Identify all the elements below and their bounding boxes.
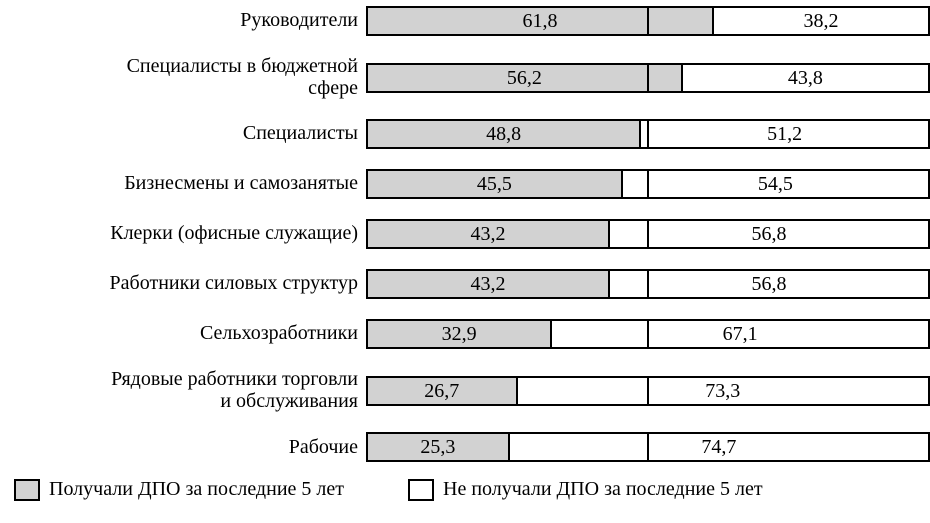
row-spacer [0, 249, 930, 269]
bar-segment-not-received [552, 321, 928, 347]
bar-value-label: 67,1 [722, 323, 758, 346]
row-spacer [0, 99, 930, 119]
legend-label: Не получали ДПО за последние 5 лет [443, 478, 763, 500]
row-spacer [0, 299, 930, 319]
category-label-line: Руководители [240, 9, 358, 32]
chart-row [0, 219, 930, 249]
bar-track [366, 432, 930, 462]
chart-row [0, 432, 930, 462]
bar-track [366, 169, 930, 199]
bar-segment-not-received [518, 378, 928, 404]
category-label-line: Бизнесмены и самозанятые [124, 172, 358, 195]
category-label [0, 437, 366, 459]
chart-row [0, 56, 930, 99]
bar-value-label: 38,2 [803, 10, 839, 32]
row-spacer [0, 349, 930, 369]
bar-segment-received [368, 271, 610, 297]
bar-segment-received [368, 65, 683, 91]
category-label [0, 123, 366, 145]
category-label-line: Работники силовых структур [109, 272, 358, 295]
legend-label: Получали ДПО за последние 5 лет [49, 478, 344, 500]
category-label-line: Рабочие [288, 435, 358, 458]
category-label [0, 273, 366, 295]
bar-value-label: 43,2 [470, 273, 506, 296]
chart-row [0, 169, 930, 199]
bar-segment-not-received [610, 271, 928, 297]
plot-area [0, 6, 930, 461]
bar-segment-not-received [641, 121, 928, 147]
bar-segment-received [368, 321, 552, 347]
chart-row [0, 269, 930, 299]
bar-track [366, 63, 930, 93]
chart-row [0, 319, 930, 349]
chart-legend [14, 478, 916, 501]
bar-value-label: 56,8 [751, 223, 787, 246]
bar-segment-not-received [610, 221, 928, 247]
bar-value-label: 32,9 [441, 323, 477, 346]
bar-value-label: 25,3 [420, 436, 456, 459]
bar-value-label: 56,8 [751, 273, 787, 296]
category-label [0, 10, 366, 32]
category-label [0, 223, 366, 245]
bar-value-label: 73,3 [705, 379, 741, 402]
row-spacer [0, 36, 930, 56]
bar-segment-received [368, 121, 641, 147]
legend-item [408, 478, 763, 501]
legend-swatch-empty [408, 479, 434, 501]
bar-segment-received [368, 434, 510, 460]
bar-segment-received [368, 171, 623, 197]
bar-value-label: 54,5 [757, 173, 793, 196]
category-label [0, 56, 366, 99]
bar-track [366, 376, 930, 406]
category-label-line: Специалисты в бюджетной [126, 55, 358, 77]
bar-value-label: 26,7 [424, 379, 460, 402]
bar-value-label: 74,7 [701, 436, 737, 459]
bar-value-label: 61,8 [522, 10, 558, 32]
chart-rows [0, 6, 930, 462]
bar-track [366, 119, 930, 149]
row-spacer [0, 412, 930, 432]
chart-row [0, 119, 930, 149]
legend-item [14, 478, 344, 501]
chart-row [0, 6, 930, 36]
category-label [0, 323, 366, 345]
bar-track [366, 269, 930, 299]
bar-segment-not-received [714, 8, 928, 34]
bar-segment-not-received [510, 434, 928, 460]
bar-value-label: 43,2 [470, 223, 506, 246]
bar-value-label: 45,5 [476, 173, 512, 196]
bar-segment-not-received [683, 65, 928, 91]
category-label [0, 173, 366, 195]
category-label-line: Специалисты [242, 122, 358, 145]
bar-segment-received [368, 378, 518, 404]
bar-track [366, 219, 930, 249]
bar-segment-received [368, 8, 714, 34]
category-label-line: сфере [308, 76, 358, 99]
category-label [0, 369, 366, 412]
category-label-line: и обслуживания [220, 389, 358, 412]
bar-value-label: 51,2 [767, 123, 803, 146]
bar-track [366, 6, 930, 36]
category-label-line: Клерки (офисные служащие) [110, 222, 358, 245]
bar-value-label: 43,8 [787, 66, 823, 89]
bar-segment-received [368, 221, 610, 247]
category-label-line: Сельхозработники [199, 322, 358, 345]
bar-value-label: 56,2 [506, 66, 542, 89]
category-label-line: Рядовые работники торговли [111, 368, 358, 391]
chart-row [0, 369, 930, 412]
bar-segment-not-received [623, 171, 928, 197]
row-spacer [0, 199, 930, 219]
row-spacer [0, 149, 930, 169]
bar-value-label: 48,8 [486, 123, 522, 146]
legend-swatch-filled [14, 479, 40, 501]
bar-track [366, 319, 930, 349]
